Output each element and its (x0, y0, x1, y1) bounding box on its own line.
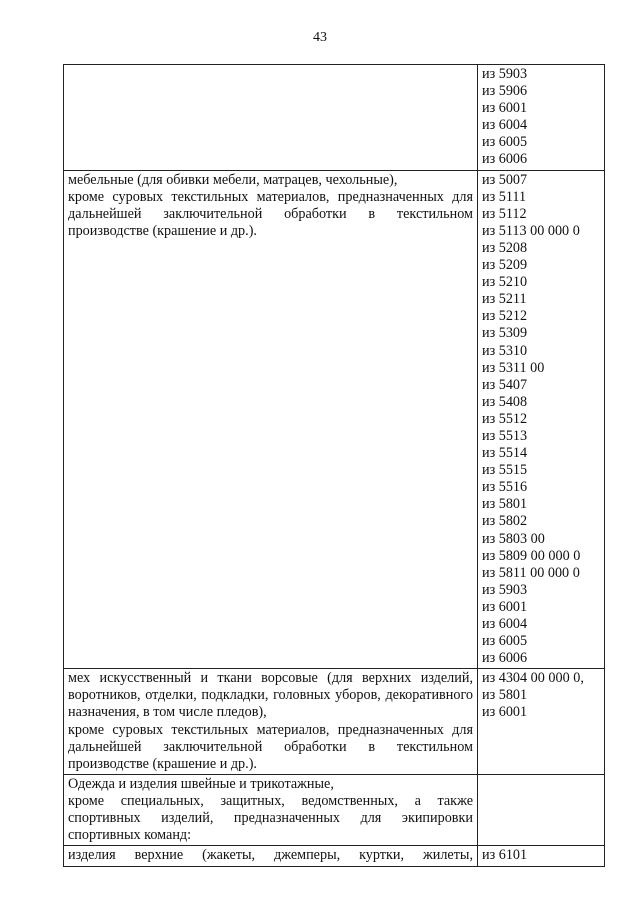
code-item: из 6101 (482, 847, 528, 864)
codes-cell (478, 774, 605, 845)
description-text: мебельные (для обивки мебели, матрацев, чехольные), (68, 171, 398, 188)
description-text: изделия верхние (жакеты, джемперы, куртки, жилеты, (68, 847, 473, 864)
code-item: из 5310 (482, 342, 528, 359)
table-row (64, 170, 605, 669)
code-item: из 6006 (482, 151, 528, 168)
code-item: из 5512 (482, 410, 528, 427)
code-item: из 4304 00 000 0, (482, 670, 584, 687)
description-cell (64, 65, 478, 171)
code-item: из 5210 (482, 274, 528, 291)
code-item: из 5903 (482, 66, 528, 82)
description-cell (64, 846, 478, 867)
codes-cell (478, 846, 605, 867)
code-item: из 5408 (482, 393, 528, 410)
code-item: из 5802 (482, 513, 528, 530)
code-item: из 6001 (482, 598, 528, 615)
code-item: из 5208 (482, 239, 528, 256)
codes-cell (478, 170, 605, 669)
code-item: из 5515 (482, 462, 528, 479)
table-row (64, 65, 605, 171)
code-item: из 6006 (482, 650, 528, 667)
code-item: из 5801 (482, 687, 528, 704)
codes-cell (478, 669, 605, 775)
code-item: из 6005 (482, 134, 528, 151)
codes-cell (478, 65, 605, 171)
code-item: из 5811 00 000 0 (482, 564, 580, 581)
code-item: из 5516 (482, 479, 528, 496)
code-item: из 5514 (482, 445, 528, 462)
description-text: мех искусственный и ткани ворсовые (для верхних изделий, воротников, отделки, подкладки, головных уборов, декоративного назначения, в том числе пледов), (68, 670, 473, 721)
description-text: Одежда и изделия швейные и трикотажные, (68, 775, 334, 792)
code-item: из 5906 (482, 83, 528, 100)
code-item: из 6005 (482, 633, 528, 650)
code-item: из 5311 00 (482, 359, 545, 376)
code-item: из 5112 (482, 205, 527, 222)
code-item: из 5309 (482, 325, 528, 342)
code-item: из 6001 (482, 100, 528, 117)
code-item: из 5803 00 (482, 530, 545, 547)
table-row (64, 669, 605, 775)
description-text: кроме специальных, защитных, ведомственных, а также спортивных изделий, предназначенных для экипировки спортивных команд: (68, 792, 473, 844)
table-row (64, 846, 605, 867)
description-cell (64, 774, 478, 845)
code-item: из 5007 (482, 171, 528, 188)
description-cell (64, 170, 478, 669)
code-item: из 6001 (482, 704, 528, 721)
code-item: из 5212 (482, 308, 528, 325)
code-item: из 5113 00 000 0 (482, 222, 580, 239)
code-item: из 5513 (482, 427, 528, 444)
code-item: из 6004 (482, 616, 528, 632)
code-item: из 5111 (482, 188, 527, 205)
code-item: из 5407 (482, 376, 528, 393)
code-item: из 6004 (482, 117, 528, 134)
description-text: кроме суровых текстильных материалов, предназначенных для дальнейшей заключительной обработки в текстильном производстве (крашение и др.). (68, 721, 473, 772)
page-number: 43 (313, 30, 327, 45)
code-item: из 5211 (482, 291, 527, 308)
code-item: из 5809 00 000 0 (482, 547, 581, 564)
code-item: из 5903 (482, 581, 528, 598)
goods-classification-table (63, 64, 605, 867)
table-row (64, 774, 605, 845)
description-cell (64, 669, 478, 775)
code-item: из 5801 (482, 496, 528, 513)
code-item: из 5209 (482, 257, 528, 274)
description-text: кроме суровых текстильных материалов, предназначенных для дальнейшей заключительной обработки в текстильном производстве (крашение и др.). (68, 188, 473, 239)
